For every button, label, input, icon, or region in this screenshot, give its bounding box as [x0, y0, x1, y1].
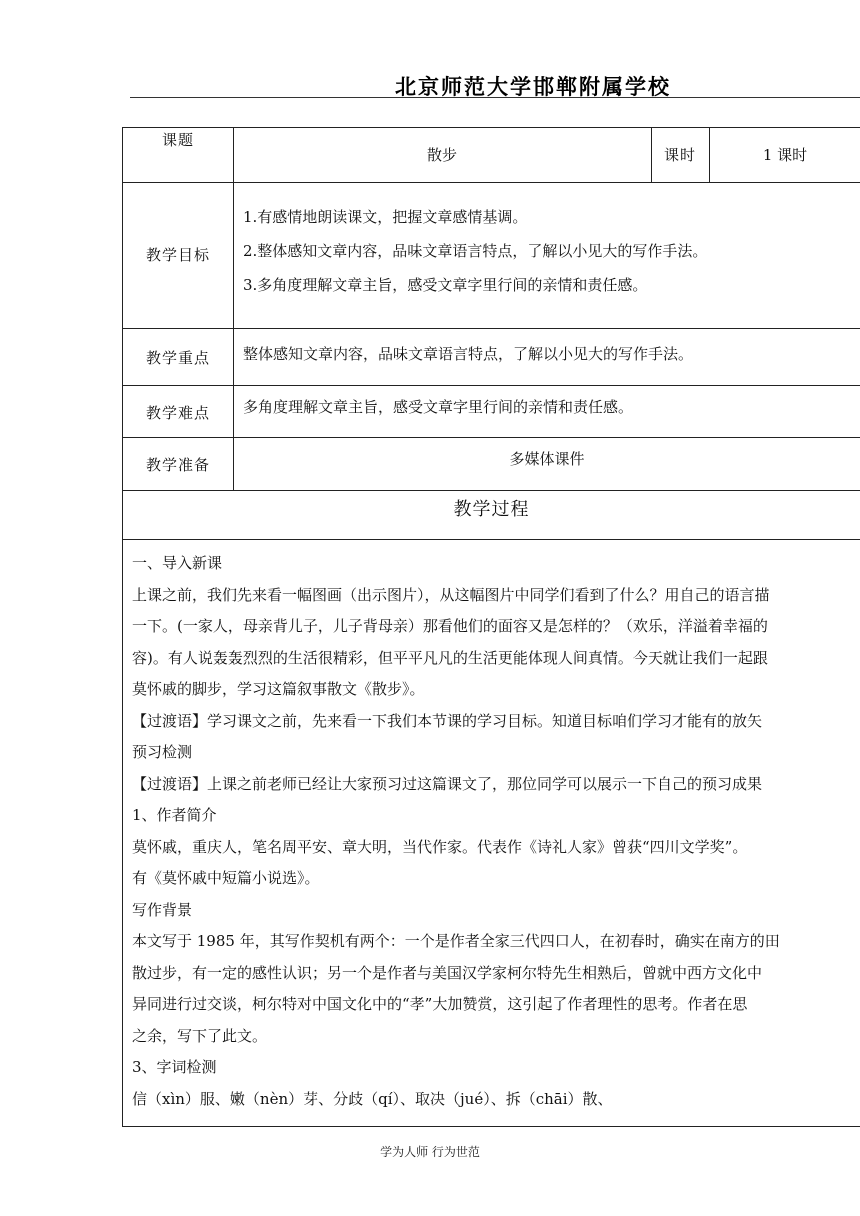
process-line: 信（xìn）服、嫩（nèn）芽、分歧（qí）、取决（jué）、拆（chāi）散、 — [132, 1089, 613, 1108]
topic-value: 散步 — [426, 146, 457, 164]
key-points-label: 教学重点 — [145, 349, 210, 367]
preparation-label: 教学准备 — [145, 456, 210, 474]
process-line: 一、导入新课 — [132, 554, 223, 572]
row-divider — [123, 385, 860, 386]
difficulties-label: 教学难点 — [145, 404, 210, 422]
process-line: 有《莫怀戚中短篇小说选》。 — [132, 869, 320, 887]
process-line: 散过步，有一定的感性认识；另一个是作者与美国汉学家柯尔特先生相熟后，曾就中西方文化中 — [132, 963, 763, 982]
process-line: 容)。有人说轰轰烈烈的生活很精彩，但平平凡凡的生活更能体现人间真情。今天就让我们一起跟 — [132, 648, 768, 667]
preparation-text: 多媒体课件 — [509, 450, 585, 468]
process-body — [132, 548, 860, 1115]
process-line: 本文写于 1985 年，其写作契机有两个：一个是作者全家三代四口人，在初春时，确实在南方的田 — [132, 932, 780, 950]
process-heading: 教学过程 — [453, 499, 530, 520]
process-line: 上课之前，我们先来看一幅图画（出示图片），从这幅图片中同学们看到了什么？用自己的语言描 — [132, 585, 770, 604]
difficulties-text: 多角度理解文章主旨，感受文章字里行间的亲情和责任感。 — [243, 398, 634, 416]
topic-label: 课题 — [161, 131, 194, 149]
process-line: 【过渡语】学习课文之前，先来看一下我们本节课的学习目标。知道目标咱们学习才能有的放矢 — [132, 711, 763, 730]
process-line: 之余，写下了此文。 — [132, 1026, 268, 1045]
process-line: 一下。(一家人，母亲背儿子，儿子背母亲）那看他们的面容又是怎样的？（欢乐，洋溢着幸福的 — [132, 617, 768, 635]
process-line: 异同进行过交谈，柯尔特对中国文化中的“孝”大加赞赏，这引起了作者理性的思考。作者在思 — [132, 995, 748, 1013]
objective-item: 2.整体感知文章内容，品味文章语言特点，了解以小见大的写作手法。 — [243, 242, 708, 260]
process-line: 预习检测 — [132, 743, 193, 761]
period-value: 1 课时 — [762, 146, 808, 164]
process-line: 写作背景 — [132, 900, 193, 919]
lesson-plan-table — [122, 127, 860, 1127]
process-line: 莫怀戚，重庆人，笔名周平安、章大明，当代作家。代表作《诗礼人家》曾获“四川文学奖”。 — [132, 837, 748, 856]
process-line: 【过渡语】上课之前老师已经让大家预习过这篇课文了，那位同学可以展示一下自己的预习成果 — [132, 774, 763, 793]
process-line: 1、作者简介 — [132, 806, 217, 824]
header-rule — [130, 97, 860, 98]
footer-motto: 学为人师 行为世范 — [380, 1145, 480, 1159]
objective-item: 3.多角度理解文章主旨，感受文章字里行间的亲情和责任感。 — [243, 276, 648, 294]
row-divider — [123, 539, 860, 540]
objective-item: 1.有感情地朗读课文，把握文章感情基调。 — [243, 208, 528, 226]
process-line: 莫怀戚的脚步，学习这篇叙事散文《散步》。 — [132, 680, 425, 698]
key-points-text: 整体感知文章内容，品味文章语言特点，了解以小见大的写作手法。 — [243, 345, 694, 363]
process-line: 3、字词检测 — [132, 1058, 217, 1076]
row-divider — [123, 182, 860, 183]
row-divider — [123, 490, 860, 491]
school-name: 北京师范大学邯郸附属学校 — [395, 75, 671, 99]
objectives-label: 教学目标 — [145, 246, 210, 264]
row-divider — [123, 437, 860, 438]
row-divider — [123, 328, 860, 329]
period-label: 课时 — [663, 146, 696, 164]
